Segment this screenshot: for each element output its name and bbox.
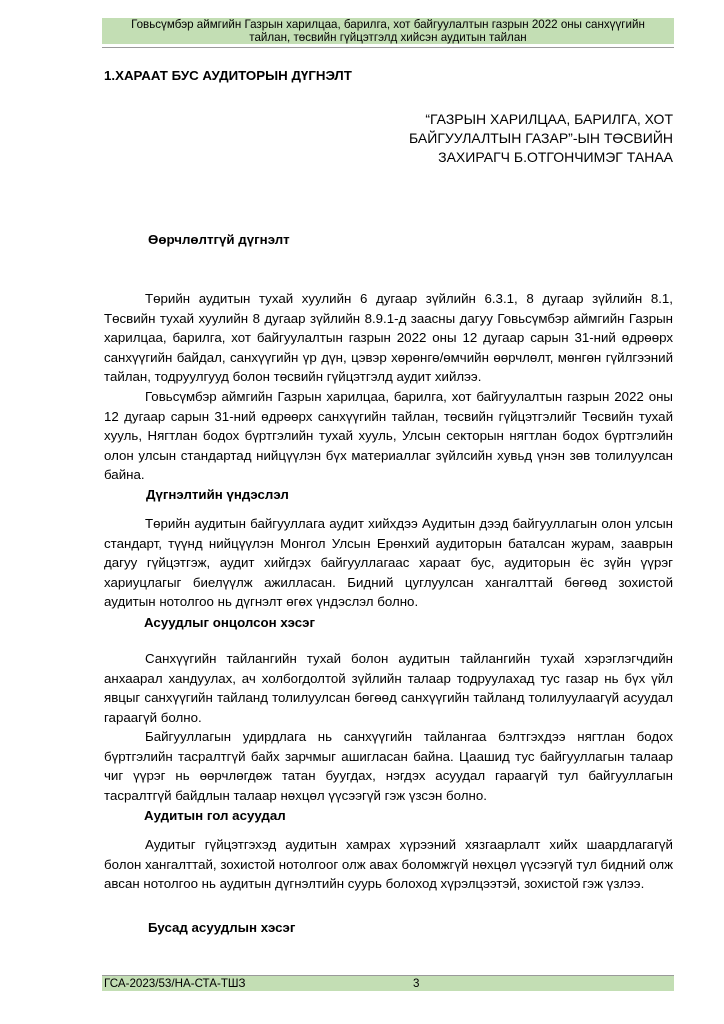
running-header [102, 18, 674, 44]
paragraph-key-audit-matters: Аудитыг гүйцэтгэхэд аудитын хамрах хүрээний хязгаарлалт хийх шаардлагагүй болон хангалттай, зохистой нотолгоог олж авах боломжгүй нөхцөл үүсээгүй тул бидний олж авсан нотолгоо нь аудитын дүгнэлтийн суурь болоход хүрэлцээтэй, зохистой гэж үзлээ. [104, 837, 673, 892]
addressee-line-1: “ГАЗРЫН ХАРИЛЦАА, БАРИЛГА, ХОТ [425, 111, 673, 127]
subheading-unmodified-opinion: Өөрчлөлтгүй дүгнэлт [148, 232, 290, 247]
addressee-line-3: ЗАХИРАГЧ Б.ОТГОНЧИМЭГ ТАНАА [438, 149, 673, 165]
paragraph-emphasis: Санхүүгийн тайлангийн тухай болон аудитын тайлангийн тухай хэрэглэгчдийн анхаарал хандуулах, ач холбогдолтой зүйлийн талаар тодруулахад тус газар нь бүх үйл явцыг санхүүгийн тайланд толилуулсан бөгөөд санхүүгийн тайланд толилуулаагүй асуудал гараагүй болно. [104, 651, 673, 725]
paragraph-audit-scope: Төрийн аудитын тухай хуулийн 6 дугаар зүйлийн 6.3.1, 8 дугаар зүйлийн 8.1, Төсвийн тухай хуулийн 8 дугаар зүйлийн 8.9.1-д заасны дагуу Говьсүмбэр аймгийн Газрын харилцаа, барилга, хот байгуулалтын газрын 2022 оны 12 дугаар сарын 31-ний өдрөөрх санхүүгийн байдал, санхүүгийн үр дүн, цэвэр хөрөнгө/өмчийн өөрчлөлт, мөнгөн гүйлгээний тайлан, тодруулгууд болон төсвийн гүйцэтгэлд аудит хийлээ. [104, 291, 673, 385]
running-header-line-1: Говьсүмбэр аймгийн Газрын харилцаа, барилга, хот байгуулалтын газрын 2022 оны санхүүгийн [131, 18, 645, 31]
paragraph-going-concern: Байгууллагын удирдлага нь санхүүгийн тайлангаа бэлтгэхдээ нягтлан бодох бүртгэлийн тасралтгүй байх зарчмыг ашигласан байна. Цаашид тус байгууллагын талаар чиг үүрэг нь өөрчлөгдөж татан буугдах, нэгдэх асуудал гараагүй тул байгууллагын тасралтгүй байдлын талаар нөхцөл үүсээгүй гэж үзсэн болно. [104, 729, 673, 803]
subheading-key-audit-matters: Аудитын гол асуудал [144, 808, 286, 823]
page-number: 3 [413, 977, 420, 990]
paragraph-basis: Төрийн аудитын байгууллага аудит хийхдээ Аудитын дээд байгууллагын олон улсын стандарт, түүнд нийцүүлэн Монгол Улсын Ерөнхий аудиторын баталсан журам, зааврын дагуу гүйцэтгэж, аудит хийгдэх байгууллагаас хараат бус, аудиторын ёс зүйн үүрэг хариуцлагыг биелүүлж ажилласан. Бидний цуглуулсан хангалттай бөгөөд зохистой аудитын нотолгоо нь дүгнэлт өгөх үндэслэл болно. [104, 516, 673, 610]
addressee-line-2: БАЙГУУЛАЛТЫН ГАЗАР”-ЫН ТӨСВИЙН [409, 130, 673, 146]
addressee-block [409, 110, 673, 167]
footer-document-code: ГСА-2023/53/НА-СТА-ТШЗ [104, 977, 246, 990]
running-header-line-2: тайлан, төсвийн гүйцэтгэлд хийсэн аудитын тайлан [249, 31, 527, 44]
header-divider [102, 47, 674, 48]
section-title: 1.ХАРААТ БУС АУДИТОРЫН ДҮГНЭЛТ [104, 68, 352, 83]
subheading-emphasis: Асуудлыг онцолсон хэсэг [144, 615, 316, 630]
subheading-other-matters: Бусад асуудлын хэсэг [148, 920, 296, 935]
paragraph-opinion: Говьсүмбэр аймгийн Газрын харилцаа, барилга, хот байгуулалтын газрын 2022 оны 12 дугаар сарын 31-ний өдрөөрх санхүүгийн тайлан, төсвийн гүйцэтгэлийг Төсвийн тухай хууль, Нягтлан бодох бүртгэлийн тухай хууль, Улсын секторын нягтлан бодох бүртгэлийн олон улсын стандартад нийцүүлэн бүх материаллаг зүйлсийн хувьд үнэн зөв толилуулсан байна. [104, 389, 673, 483]
subheading-basis: Дүгнэлтийн үндэслэл [146, 487, 289, 502]
